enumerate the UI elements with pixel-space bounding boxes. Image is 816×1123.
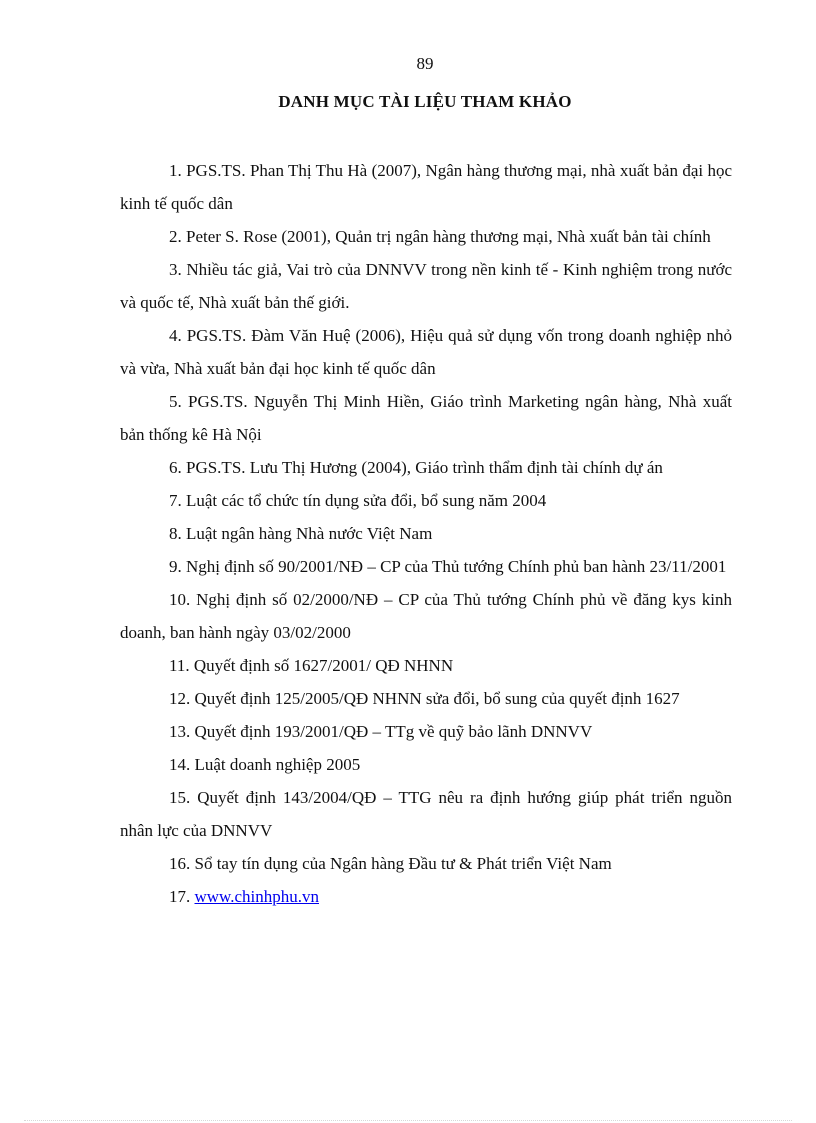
reference-item-17: [120, 880, 732, 913]
reference-item-5: 5. PGS.TS. Nguyễn Thị Minh Hiền, Giáo trình Marketing ngân hàng, Nhà xuất bản thống kê Hà Nội: [120, 392, 732, 444]
page-number: 89: [416, 54, 434, 73]
reference-number-17: 17.: [169, 887, 191, 906]
reference-item-12: 12. Quyết định 125/2005/QĐ NHNN sửa đổi, bổ sung của quyết định 1627: [169, 689, 680, 708]
reference-item-2: 2. Peter S. Rose (2001), Quản trị ngân hàng thương mại, Nhà xuất bản tài chính: [169, 227, 711, 246]
reference-item-1: 1. PGS.TS. Phan Thị Thu Hà (2007), Ngân hàng thương mại, nhà xuất bản đại học kinh tế quốc dân: [120, 161, 732, 213]
reference-item-10: 10. Nghị định số 02/2000/NĐ – CP của Thủ tướng Chính phủ về đăng kys kinh doanh, ban hành ngày 03/02/2000: [120, 590, 732, 642]
page-bottom-border: [24, 1120, 792, 1121]
reference-item-13: 13. Quyết định 193/2001/QĐ – TTg về quỹ bảo lãnh DNNVV: [169, 722, 593, 741]
reference-item-14: 14. Luật doanh nghiệp 2005: [169, 755, 361, 774]
reference-item-8: 8. Luật ngân hàng Nhà nước Việt Nam: [169, 524, 433, 543]
reference-list: [120, 154, 732, 913]
reference-item-3: 3. Nhiều tác giả, Vai trò của DNNVV trong nền kinh tế - Kinh nghiệm trong nước và quốc tế, Nhà xuất bản thế giới.: [120, 260, 732, 312]
reference-item-15: 15. Quyết định 143/2004/QĐ – TTG nêu ra định hướng giúp phát triển nguồn nhân lực của DNNVV: [120, 788, 732, 840]
reference-item-6: 6. PGS.TS. Lưu Thị Hương (2004), Giáo trình thẩm định tài chính dự án: [169, 458, 663, 477]
website-link[interactable]: www.chinhphu.vn: [194, 887, 319, 906]
reference-item-16: 16. Sổ tay tín dụng của Ngân hàng Đầu tư & Phát triển Việt Nam: [169, 854, 612, 873]
reference-item-9: 9. Nghị định số 90/2001/NĐ – CP của Thủ tướng Chính phủ ban hành 23/11/2001: [169, 557, 727, 576]
page-title: DANH MỤC TÀI LIỆU THAM KHẢO: [278, 92, 572, 111]
reference-item-4: 4. PGS.TS. Đàm Văn Huệ (2006), Hiệu quả sử dụng vốn trong doanh nghiệp nhỏ và vừa, Nhà xuất bản đại học kinh tế quốc dân: [120, 326, 732, 378]
reference-item-11: 11. Quyết định số 1627/2001/ QĐ NHNN: [169, 656, 454, 675]
reference-item-7: 7. Luật các tổ chức tín dụng sửa đổi, bổ sung năm 2004: [169, 491, 547, 510]
